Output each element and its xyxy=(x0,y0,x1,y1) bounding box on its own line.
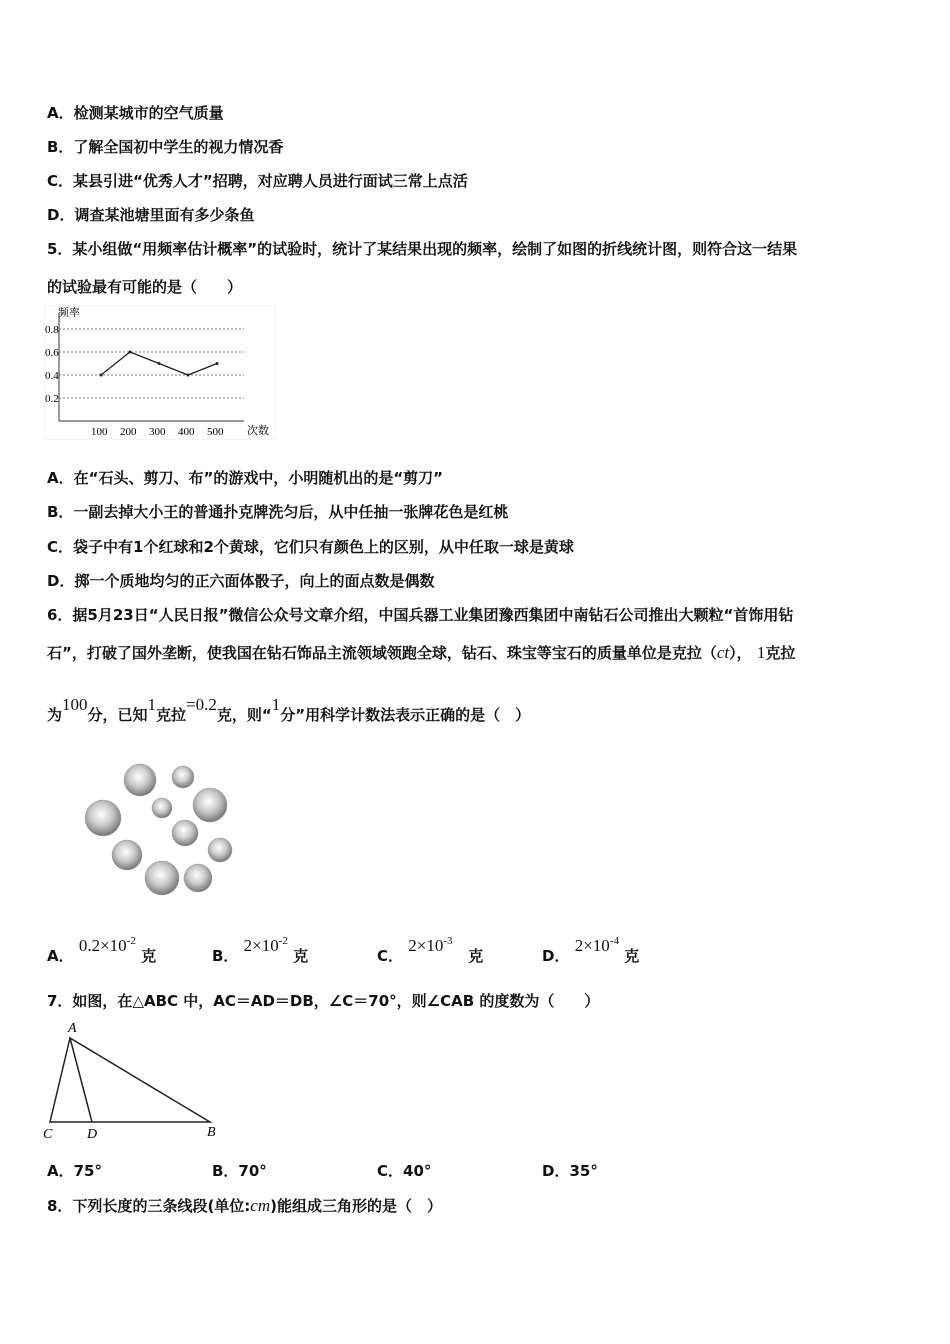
option-label: D． xyxy=(542,947,570,965)
q5-stem-line1: 5．某小组做“用频率估计概率”的试验时，统计了某结果出现的频率，绘制了如图的折线统计图，则符合这一结果 xyxy=(47,240,798,258)
x-tick-label: 200 xyxy=(120,426,137,438)
x-tick-label: 100 xyxy=(91,426,108,438)
q5-option-c: C．袋子中有1个红球和2个黄球，它们只有颜色上的区别，从中任取一球是黄球 xyxy=(47,538,574,556)
option-unit: 克 xyxy=(624,947,640,965)
option-coef: 2×10 xyxy=(408,936,444,955)
q6-option-b xyxy=(212,935,309,966)
q6-text: 石”，打破了国外垄断，使我国在钻石饰品主流领域领跑全球，钻石、珠宝等宝石的质量单位是克拉（ xyxy=(47,644,717,662)
option-unit: 克 xyxy=(468,947,484,965)
q6-number: 100 xyxy=(62,695,88,714)
option-coef: 2×10 xyxy=(574,936,610,955)
q6-text: 为 xyxy=(47,706,63,724)
x-tick-label: 400 xyxy=(178,426,195,438)
q7-stem: 7．如图，在△ABC 中，AC＝AD＝DB，∠C＝70°，则∠CAB 的度数为（ ） xyxy=(47,992,600,1010)
x-axis-label: 次数 xyxy=(247,425,269,437)
frequency-line-chart xyxy=(44,305,276,440)
q6-option-a xyxy=(47,935,157,966)
vertex-b-label: B xyxy=(207,1125,216,1140)
option-label: B． xyxy=(212,947,239,965)
option-label: C． xyxy=(377,947,404,965)
q6-text: 克拉 xyxy=(156,706,187,724)
option-label: A． xyxy=(47,947,74,965)
option-exp: -3 xyxy=(443,935,453,947)
option-exp: -4 xyxy=(609,935,619,947)
data-point xyxy=(129,351,132,354)
q4-option-a: A．检测某城市的空气质量 xyxy=(47,104,224,122)
y-tick-label: 0.8 xyxy=(45,324,59,336)
q6-text: 克拉 xyxy=(765,644,796,662)
q6-number: =0.2 xyxy=(186,695,217,714)
option-coef: 2×10 xyxy=(243,936,279,955)
option-unit: 克 xyxy=(141,947,157,965)
data-point xyxy=(158,362,161,365)
q6-text: ）， xyxy=(729,644,752,662)
q7-option-d: D．35° xyxy=(542,1162,598,1180)
q6-number: 1 xyxy=(756,643,766,662)
q8-stem xyxy=(47,1195,442,1216)
q6-number: 1 xyxy=(147,695,157,714)
q6-text: 分”用科学计数法表示正确的是（ ） xyxy=(280,706,531,724)
q6-option-d xyxy=(542,935,640,966)
chart-border xyxy=(44,305,276,440)
q6-stem-line2 xyxy=(47,642,795,663)
y-axis-label: 频率 xyxy=(58,307,80,319)
q6-stem-line1: 6．据5月23日“人民日报”微信公众号文章介绍，中国兵器工业集团豫西集团中南钻石公司推出大颗粒“首饰用钻 xyxy=(47,606,794,624)
data-point xyxy=(100,374,103,377)
option-coef: 0.2×10 xyxy=(78,936,127,955)
cm-unit: cm xyxy=(250,1196,271,1215)
q5-option-b: B．一副去掉大小王的普通扑克牌洗匀后，从中任抽一张牌花色是红桃 xyxy=(47,503,509,521)
vertex-d-label: D xyxy=(87,1127,98,1142)
option-exp: -2 xyxy=(278,935,288,947)
y-tick-label: 0.4 xyxy=(45,370,59,382)
option-unit: 克 xyxy=(293,947,309,965)
data-point xyxy=(187,374,190,377)
diamonds-image xyxy=(80,760,240,900)
q5-option-a: A．在“石头、剪刀、布”的游戏中，小明随机出的是“剪刀” xyxy=(47,469,444,487)
vertex-a-label: A xyxy=(68,1021,77,1036)
x-tick-label: 500 xyxy=(207,426,224,438)
q5-option-d: D．掷一个质地均匀的正六面体骰子，向上的面点数是偶数 xyxy=(47,572,435,590)
x-tick-label: 300 xyxy=(149,426,166,438)
q6-option-c xyxy=(377,935,484,966)
y-tick-label: 0.2 xyxy=(45,393,59,405)
q6-number: 1 xyxy=(271,695,281,714)
q6-text: 克，则“ xyxy=(216,706,272,724)
q7-option-a: A．75° xyxy=(47,1162,102,1180)
vertex-c-label: C xyxy=(43,1127,53,1142)
ct-unit: ct xyxy=(716,643,730,662)
q6-text: 分，已知 xyxy=(87,706,148,724)
y-tick-label: 0.6 xyxy=(45,347,59,359)
q8-text: )能组成三角形的是（ ） xyxy=(270,1197,442,1215)
q7-option-c: C．40° xyxy=(377,1162,432,1180)
option-exp: -2 xyxy=(126,935,136,947)
q8-text: 8．下列长度的三条线段(单位: xyxy=(47,1197,251,1215)
q4-option-d: D．调查某池塘里面有多少条鱼 xyxy=(47,206,255,224)
q5-stem-line2: 的试验最有可能的是（ ） xyxy=(47,278,243,296)
q4-option-c: C．某县引进“优秀人才”招聘，对应聘人员进行面试三常上点活 xyxy=(47,172,468,190)
q6-stem-line3 xyxy=(47,695,531,725)
q7-option-b: B．70° xyxy=(212,1162,267,1180)
q4-option-b: B．了解全国初中学生的视力情况香 xyxy=(47,138,284,156)
triangle-figure xyxy=(40,1020,230,1145)
data-point xyxy=(216,362,219,365)
